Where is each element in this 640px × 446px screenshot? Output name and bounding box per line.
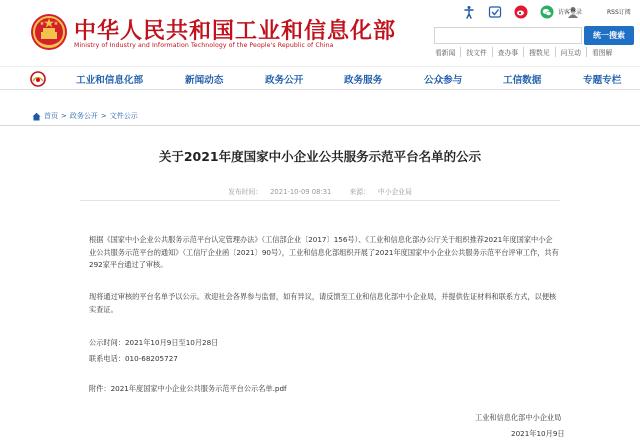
- nav-item-data[interactable]: 工信数据: [503, 75, 542, 86]
- site-subtitle: Ministry of Industry and Information Technology of the People's Republic of China: [74, 42, 334, 49]
- nav-item-topics[interactable]: 专题专栏: [583, 75, 622, 86]
- title-divider: [80, 200, 560, 201]
- site-title: 中华人民共和国工业和信息化部: [74, 19, 397, 44]
- rss-link[interactable]: RSS订阅: [607, 9, 631, 16]
- breadcrumb: [32, 111, 138, 121]
- quick-link-data[interactable]: 搜数见: [523, 47, 554, 57]
- visitor-login-link[interactable]: 访客登录: [558, 9, 583, 16]
- signature-date: 2021年10月9日: [511, 429, 565, 438]
- source-label: 来源：: [349, 188, 370, 196]
- accessibility-icon[interactable]: [462, 5, 476, 19]
- nav-item-services[interactable]: 政务服务: [344, 75, 383, 86]
- breadcrumb-gov-affairs[interactable]: 政务公开: [69, 112, 98, 120]
- national-emblem-icon: [30, 12, 68, 52]
- wechat-icon[interactable]: [540, 5, 554, 19]
- quick-link-services[interactable]: 查办事: [492, 47, 523, 57]
- quick-link-news[interactable]: 看新闻: [435, 49, 456, 57]
- breadcrumb-bar: [0, 104, 640, 126]
- notice-period: 公示时间：2021年10月9日至10月28日: [89, 338, 219, 347]
- breadcrumb-separator: >: [61, 112, 67, 120]
- nav-item-ministry[interactable]: 工业和信息化部: [76, 75, 144, 86]
- breadcrumb-home[interactable]: 首页: [44, 112, 58, 120]
- nav-item-participation[interactable]: 公众参与: [424, 75, 463, 86]
- quick-link-graphics[interactable]: 看图解: [586, 47, 617, 57]
- home-icon[interactable]: [32, 112, 41, 121]
- nav-item-news[interactable]: 新闻动态: [185, 75, 224, 86]
- search-button[interactable]: 统一搜索: [584, 26, 634, 45]
- publish-label: 发布时间：: [228, 188, 263, 196]
- article-title: 关于2021年度国家中小企业公共服务示范平台名单的公示: [158, 149, 482, 164]
- breadcrumb-file-notice[interactable]: 文件公示: [109, 112, 138, 120]
- publish-time: 2021-10-09 08:31: [270, 188, 332, 196]
- main-nav: [0, 66, 640, 90]
- paragraph-1: 根据《国家中小企业公共服务示范平台认定管理办法》（工信部企业〔2017〕156号）、《工业和信息化部办公厅关于组织推荐2021年度国家中小企业公共服务示范平台的通知》（工信厅企业函〔2021〕90号），工业和信息化部组织开展了2021年度国家中小企业公共服务示范平台评审工作，共有292家平台通过了审核。: [89, 235, 559, 269]
- quick-link-interaction[interactable]: 问互动: [555, 47, 586, 57]
- quick-link-files[interactable]: 找文件: [460, 47, 491, 57]
- attachment-link[interactable]: 附件：2021年度国家中小企业公共服务示范平台公示名单.pdf: [89, 384, 287, 393]
- search-input[interactable]: [434, 27, 582, 44]
- quick-links: [430, 47, 617, 57]
- elder-mode-icon[interactable]: [488, 5, 502, 19]
- breadcrumb-separator: >: [100, 112, 107, 120]
- contact-phone: 联系电话：010-68205727: [89, 354, 178, 363]
- signature: 工业和信息化部中小企业局: [475, 413, 562, 422]
- site-header: [0, 0, 640, 65]
- weibo-icon[interactable]: [514, 5, 528, 19]
- nav-item-gov-affairs[interactable]: 政务公开: [265, 75, 304, 86]
- paragraph-2: 现将通过审核的平台名单予以公示。欢迎社会各界参与监督，如有异议，请反馈至工业和信息化部中小企业局，并提供佐证材料和联系方式，以便核实查证。: [89, 292, 557, 314]
- source-value: 中小企业局: [377, 188, 412, 196]
- article-meta: [0, 186, 640, 196]
- ministry-logo-icon[interactable]: [30, 71, 46, 87]
